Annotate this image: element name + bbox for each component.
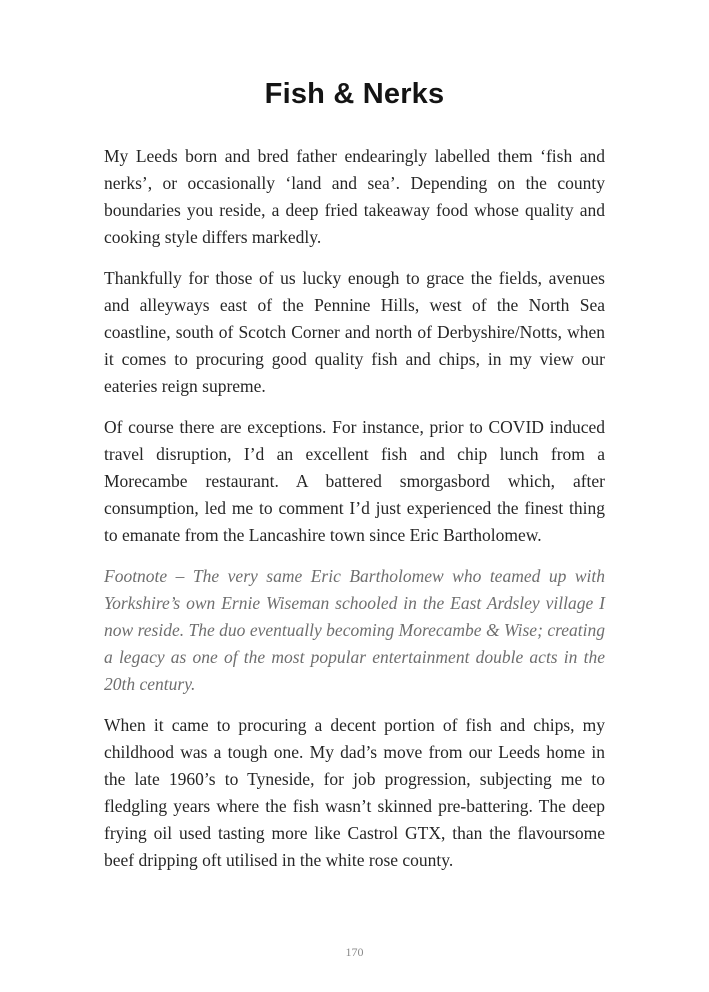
paragraph-exceptions: Of course there are exceptions. For instance, prior to COVID induced travel disruption, I’d an excellent fish and chip lunch from a Morecambe restaurant. A battered smorgasbord which, after consumption, led me to comment I’d just experienced the finest thing to emanate from the Lancashire town since Eric Bartholomew. (104, 417, 605, 545)
article-body (104, 143, 605, 874)
paragraph-footnote: Footnote – The very same Eric Bartholomew who teamed up with Yorkshire’s own Ernie Wiseman schooled in the East Ardsley village I now reside. The duo eventually becoming Morecambe & Wise; creating a legacy as one of the most popular entertainment double acts in the 20th century. (104, 566, 605, 694)
paragraph-intro: My Leeds born and bred father endearingly labelled them ‘fish and nerks’, or occasionally ‘land and sea’. Depending on the county boundaries you reside, a deep fried takeaway food whose quality and cooking style differs markedly. (104, 146, 605, 247)
paragraph-region: Thankfully for those of us lucky enough to grace the fields, avenues and alleyways east of the Pennine Hills, west of the North Sea coastline, south of Scotch Corner and north of Derbyshire/Notts, when it comes to procuring good quality fish and chips, in my view our eateries reign supreme. (104, 268, 605, 396)
page-title: Fish & Nerks (264, 78, 445, 110)
paragraph-childhood: When it came to procuring a decent portion of fish and chips, my childhood was a tough one. My dad’s move from our Leeds home in the late 1960’s to Tyneside, for job progression, subjecting me to fledgling years where the fish wasn’t skinned pre-battering. The deep frying oil used tasting more like Castrol GTX, than the flavoursome beef dripping oft utilised in the white rose county. (104, 715, 605, 870)
page-number: 170 (345, 945, 364, 959)
